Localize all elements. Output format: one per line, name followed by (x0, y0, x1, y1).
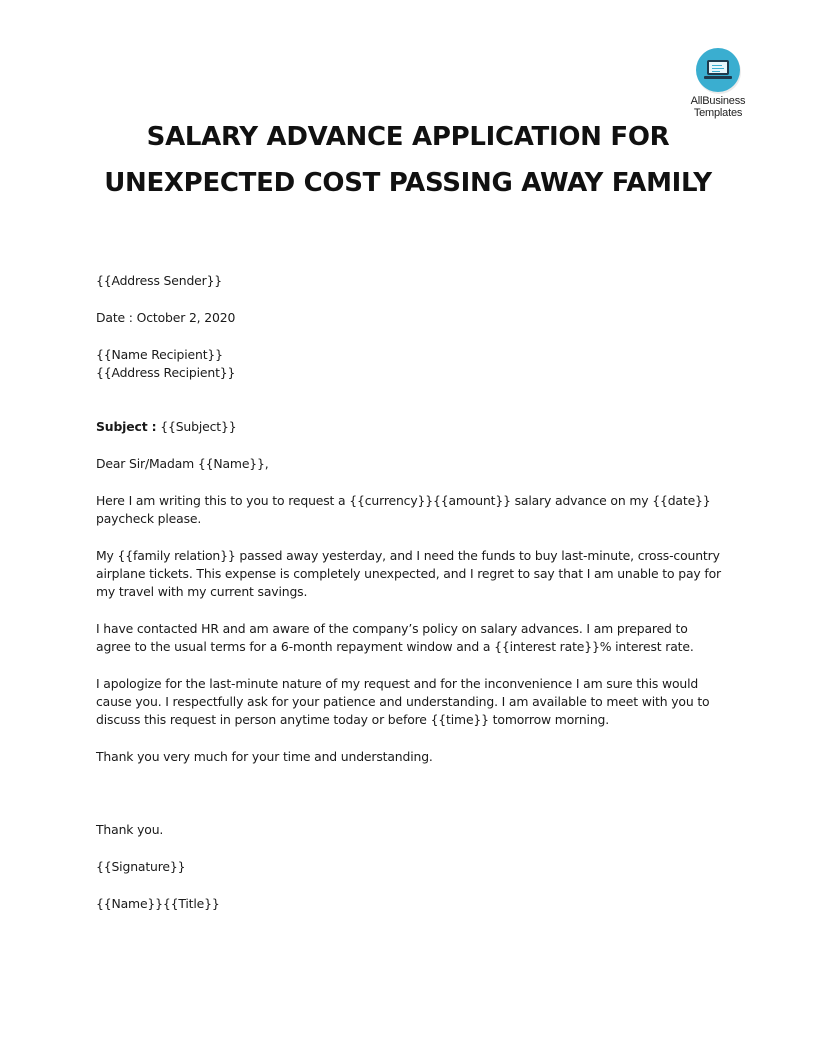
allbusiness-logo (680, 48, 756, 119)
monitor-icon (696, 48, 740, 92)
logo-text-line1: AllBusiness (690, 95, 746, 107)
paragraph-policy: I have contacted HR and am aware of the company’s policy on salary advances. I am prepared to agree to the usual terms for a 6-month repayment window and a {{interest rate}}% interest rate. (96, 621, 694, 654)
title-line-2: UNEXPECTED COST PASSING AWAY FAMILY (104, 168, 712, 198)
paragraph-thanks: Thank you very much for your time and understanding. (96, 749, 433, 764)
subject-line (96, 418, 726, 436)
address-recipient: {{Address Recipient}} (96, 365, 236, 380)
paragraph-reason: My {{family relation}} passed away yesterday, and I need the funds to buy last-minute, cross-country airplane tickets. This expense is completely unexpected, and I regret to say that I am unable to pay for my travel with my current savings. (96, 548, 721, 599)
letter-body (96, 272, 726, 913)
subject-label: Subject : (96, 419, 157, 434)
logo-text-line2: Templates (693, 107, 743, 119)
salutation: Dear Sir/Madam {{Name}}, (96, 456, 269, 471)
title-line-1: SALARY ADVANCE APPLICATION FOR (146, 122, 670, 152)
name-recipient: {{Name Recipient}} (96, 347, 223, 362)
closing: Thank you. (96, 822, 164, 837)
subject-value: {{Subject}} (156, 419, 237, 434)
address-sender: {{Address Sender}} (96, 273, 223, 288)
letter-date: Date : October 2, 2020 (96, 310, 236, 325)
paragraph-request: Here I am writing this to you to request a {{currency}}{{amount}} salary advance on my {{date}} paycheck please. (96, 493, 711, 526)
signature: {{Signature}} (96, 859, 186, 874)
paragraph-apology: I apologize for the last-minute nature of my request and for the inconvenience I am sure this would cause you. I respectfully ask for your patience and understanding. I am available to meet with you to discuss this request in person anytime today or before {{time}} tomorrow morning. (96, 676, 710, 727)
document-title (60, 114, 756, 206)
name-title: {{Name}}{{Title}} (96, 896, 220, 911)
